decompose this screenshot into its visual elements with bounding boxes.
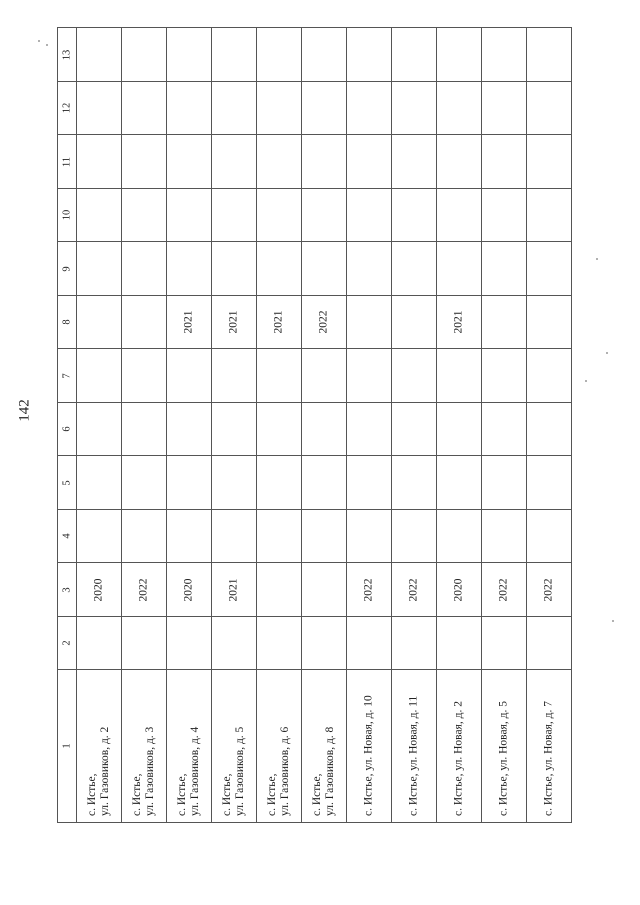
column-header: [58, 403, 77, 456]
table-cell: [77, 28, 122, 82]
column-7: [58, 349, 572, 403]
column-header: [58, 617, 77, 670]
column-header-label: 6: [61, 426, 73, 432]
year-value: 2021: [227, 310, 240, 334]
scan-speck: [596, 258, 598, 260]
address-cell: [482, 670, 527, 823]
column-header: [58, 135, 77, 189]
table-cell: [437, 296, 482, 349]
table-cell: [527, 135, 572, 189]
address-line: с. Истье,: [311, 773, 323, 816]
table-cell: [347, 296, 392, 349]
table-cell: [212, 403, 257, 456]
table-cell: [122, 403, 167, 456]
scan-speck: [606, 352, 608, 354]
year-value: 2020: [452, 578, 465, 601]
table-cell: [392, 135, 437, 189]
address-cell: [257, 670, 302, 823]
table-cell: [167, 296, 212, 349]
table-cell: [437, 617, 482, 670]
table-cell: [527, 349, 572, 403]
address-line: ул. Газовиков, д. 3: [144, 726, 156, 816]
table-cell: [482, 28, 527, 82]
table-cell: [527, 28, 572, 82]
table-cell: [257, 82, 302, 135]
table-cell: [437, 349, 482, 403]
table-cell: [527, 242, 572, 296]
table-cell: [167, 456, 212, 510]
year-value: 2021: [272, 310, 285, 334]
table-cell: [212, 82, 257, 135]
column-header-label: 9: [61, 265, 73, 272]
address-line: с. Истье,: [86, 773, 98, 816]
table-cell: [122, 135, 167, 189]
table-cell: [212, 617, 257, 670]
address-text: [408, 676, 421, 816]
column-header: [58, 670, 77, 823]
table-cell: [257, 563, 302, 617]
table-cell: [437, 135, 482, 189]
table-cell: [392, 28, 437, 82]
column-2: [58, 617, 572, 670]
table-cell: [122, 349, 167, 403]
column-10: [58, 189, 572, 242]
column-5: [58, 456, 572, 510]
table-cell: [302, 456, 347, 510]
address-text: [453, 676, 466, 816]
table-cell: [122, 296, 167, 349]
year-value: 2022: [362, 578, 375, 601]
column-header-label: 5: [61, 479, 73, 486]
column-4: [58, 510, 572, 563]
table-cell: [302, 296, 347, 349]
table-cell: [482, 510, 527, 563]
table-cell: [302, 403, 347, 456]
table-cell: [347, 456, 392, 510]
table-cell: [437, 242, 482, 296]
address-text: [131, 676, 157, 816]
column-3: [58, 563, 572, 617]
table-cell: [437, 403, 482, 456]
address-line: с. Истье, ул. Новая, д. 7: [542, 701, 555, 816]
table-cell: [167, 82, 212, 135]
table-cell: [257, 456, 302, 510]
table-cell: [167, 242, 212, 296]
scan-speck: [46, 44, 48, 46]
table-grid: [57, 27, 572, 823]
table-cell: [527, 510, 572, 563]
table-cell: [482, 563, 527, 617]
table-cell: [77, 456, 122, 510]
table-cell: [347, 189, 392, 242]
table-cell: [122, 617, 167, 670]
table-cell: [167, 563, 212, 617]
year-value: 2021: [182, 310, 195, 334]
table-cell: [527, 82, 572, 135]
table-cell: [212, 28, 257, 82]
column-header-label: 12: [61, 102, 73, 114]
address-text: [498, 676, 511, 816]
column-header-label: 8: [61, 319, 73, 325]
table-cell: [437, 510, 482, 563]
address-line: ул. Газовиков, д. 8: [324, 726, 336, 816]
address-line: с. Истье,: [176, 773, 188, 816]
table-cell: [257, 403, 302, 456]
address-line: с. Истье,: [221, 773, 233, 816]
table-cell: [347, 135, 392, 189]
table-cell: [347, 82, 392, 135]
table-cell: [302, 242, 347, 296]
table-cell: [167, 135, 212, 189]
table-cell: [392, 617, 437, 670]
address-line: ул. Газовиков, д. 4: [189, 726, 201, 816]
table-cell: [437, 189, 482, 242]
table-cell: [437, 82, 482, 135]
year-value: 2022: [137, 578, 150, 601]
column-header: [58, 510, 77, 563]
year-value: 2022: [407, 578, 420, 601]
table-cell: [77, 403, 122, 456]
table-cell: [212, 189, 257, 242]
address-text: [221, 676, 247, 816]
column-header-label: 2: [61, 640, 73, 646]
column-header-label: 7: [61, 372, 73, 379]
address-line: ул. Газовиков, д. 5: [234, 726, 246, 816]
table-cell: [302, 28, 347, 82]
table-cell: [527, 296, 572, 349]
table-cell: [257, 242, 302, 296]
column-header-label: 10: [61, 209, 73, 221]
table-cell: [347, 28, 392, 82]
table-cell: [437, 563, 482, 617]
table-cell: [347, 242, 392, 296]
data-table: [57, 27, 561, 822]
address-text: [543, 676, 556, 816]
address-line: с. Истье, ул. Новая, д. 10: [362, 695, 375, 816]
table-cell: [347, 510, 392, 563]
table-cell: [167, 189, 212, 242]
column-header: [58, 82, 77, 135]
table-cell: [302, 617, 347, 670]
year-value: 2022: [317, 310, 330, 334]
column-header-label: 3: [61, 586, 73, 593]
address-text: [266, 676, 292, 816]
column-12: [58, 82, 572, 135]
table-cell: [482, 189, 527, 242]
page-number: 142: [16, 399, 33, 422]
table-cell: [482, 617, 527, 670]
address-line: с. Истье, ул. Новая, д. 2: [452, 701, 465, 816]
address-cell: [302, 670, 347, 823]
table-cell: [302, 135, 347, 189]
table-cell: [122, 82, 167, 135]
table-cell: [527, 456, 572, 510]
year-value: 2020: [92, 578, 105, 601]
table-cell: [212, 510, 257, 563]
address-text: [311, 676, 337, 816]
table-cell: [392, 563, 437, 617]
table-cell: [122, 28, 167, 82]
table-cell: [392, 349, 437, 403]
column-header: [58, 296, 77, 349]
address-cell: [167, 670, 212, 823]
table-cell: [302, 510, 347, 563]
table-cell: [257, 28, 302, 82]
table-cell: [212, 349, 257, 403]
table-cell: [77, 617, 122, 670]
table-cell: [347, 349, 392, 403]
table-cell: [212, 563, 257, 617]
address-cell: [122, 670, 167, 823]
table-cell: [77, 510, 122, 563]
table-cell: [122, 510, 167, 563]
address-cell: [437, 670, 482, 823]
table-cell: [527, 189, 572, 242]
column-header: [58, 563, 77, 617]
address-cell: [347, 670, 392, 823]
table-cell: [167, 617, 212, 670]
table-cell: [302, 563, 347, 617]
address-cell: [212, 670, 257, 823]
address-text: [176, 676, 202, 816]
table-cell: [392, 189, 437, 242]
column-9: [58, 242, 572, 296]
table-cell: [482, 349, 527, 403]
table-cell: [392, 296, 437, 349]
address-line: ул. Газовиков, д. 2: [99, 726, 111, 816]
table-cell: [482, 242, 527, 296]
address-cell: [77, 670, 122, 823]
table-cell: [167, 403, 212, 456]
table-cell: [122, 242, 167, 296]
column-header: [58, 349, 77, 403]
table-cell: [122, 563, 167, 617]
table-cell: [392, 242, 437, 296]
column-13: [58, 28, 572, 82]
table-cell: [77, 135, 122, 189]
table-cell: [77, 563, 122, 617]
table-cell: [347, 403, 392, 456]
year-value: 2022: [542, 578, 555, 601]
table-cell: [527, 617, 572, 670]
address-line: с. Истье,: [131, 773, 143, 816]
table-cell: [482, 82, 527, 135]
address-line: с. Истье, ул. Новая, д. 5: [497, 701, 510, 816]
column-11: [58, 135, 572, 189]
address-text: [363, 676, 376, 816]
address-line: с. Истье,: [266, 773, 278, 816]
column-header-label: 4: [61, 533, 73, 539]
address-cell: [527, 670, 572, 823]
table-cell: [167, 510, 212, 563]
table-cell: [392, 82, 437, 135]
year-value: 2021: [227, 578, 240, 601]
table-cell: [167, 349, 212, 403]
column-header-label: 13: [61, 49, 73, 60]
table-cell: [392, 510, 437, 563]
table-cell: [437, 456, 482, 510]
column-header-label: 11: [61, 156, 73, 167]
table-cell: [527, 563, 572, 617]
scan-speck: [585, 380, 587, 382]
address-line: ул. Газовиков, д. 6: [279, 726, 291, 816]
table-cell: [77, 242, 122, 296]
scan-speck: [38, 40, 40, 42]
column-header: [58, 28, 77, 82]
table-cell: [302, 189, 347, 242]
table-cell: [392, 456, 437, 510]
table-cell: [122, 456, 167, 510]
table-cell: [257, 349, 302, 403]
year-value: 2022: [497, 578, 510, 601]
table-cell: [257, 296, 302, 349]
table-cell: [167, 28, 212, 82]
table-cell: [77, 296, 122, 349]
column-header-label: 1: [61, 743, 73, 749]
table-cell: [527, 403, 572, 456]
column-1: [58, 670, 572, 823]
table-cell: [257, 510, 302, 563]
table-cell: [212, 296, 257, 349]
table-cell: [392, 403, 437, 456]
table-cell: [347, 563, 392, 617]
table-cell: [437, 28, 482, 82]
table-cell: [482, 456, 527, 510]
table-cell: [257, 135, 302, 189]
table-cell: [257, 617, 302, 670]
table-cell: [77, 349, 122, 403]
year-value: 2020: [182, 578, 195, 601]
table-cell: [212, 242, 257, 296]
table-cell: [482, 296, 527, 349]
table-cell: [212, 456, 257, 510]
table-cell: [302, 82, 347, 135]
table-cell: [77, 82, 122, 135]
column-6: [58, 403, 572, 456]
table-cell: [77, 189, 122, 242]
address-line: с. Истье, ул. Новая, д. 11: [407, 695, 420, 816]
column-header: [58, 189, 77, 242]
table-cell: [347, 617, 392, 670]
column-8: [58, 296, 572, 349]
year-value: 2021: [452, 310, 465, 334]
table-cell: [482, 135, 527, 189]
column-header: [58, 242, 77, 296]
scan-speck: [612, 620, 614, 622]
table-cell: [482, 403, 527, 456]
address-cell: [392, 670, 437, 823]
address-text: [86, 676, 112, 816]
table-cell: [122, 189, 167, 242]
table-cell: [212, 135, 257, 189]
table-cell: [257, 189, 302, 242]
table-cell: [302, 349, 347, 403]
column-header: [58, 456, 77, 510]
